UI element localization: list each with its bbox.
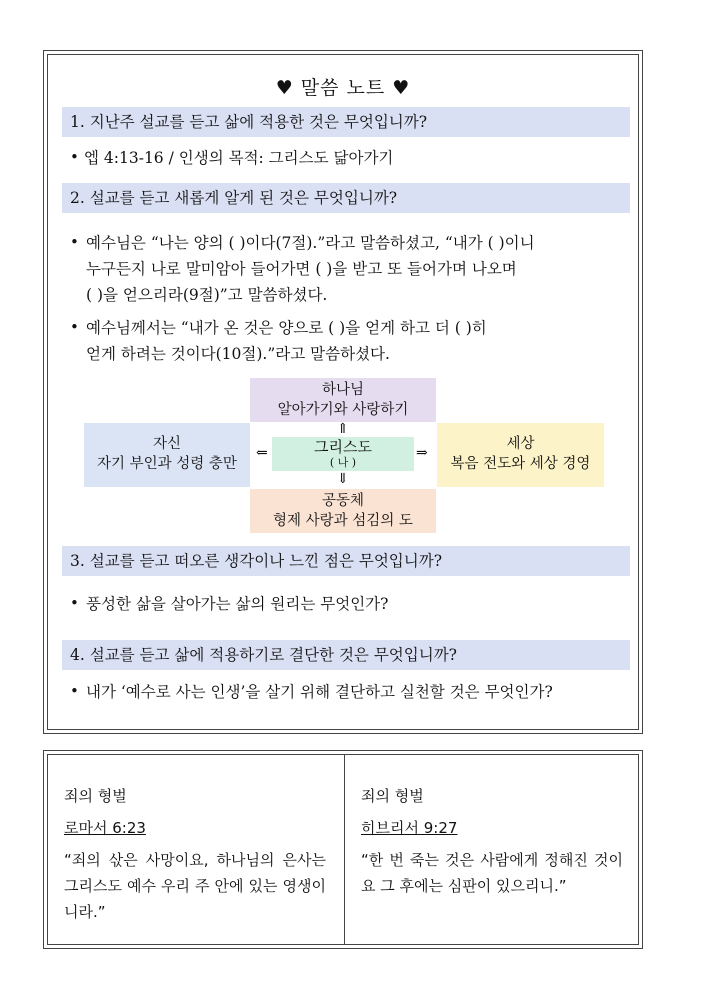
diagram-right-title: 세상 <box>506 436 535 452</box>
verse-heading: 죄의 형벌 <box>64 787 127 805</box>
bullet-2-1-line-3: ( )을 얻으리라(9절)”고 말씀하셨다. <box>86 286 328 304</box>
question-4: 4. 설교를 듣고 삶에 적용하기로 결단한 것은 무엇입니까? <box>62 640 630 670</box>
bullet-2-1-line-1: 예수님은 “나는 양의 ( )이다(7절).”라고 말씀하셨고, “내가 ( )이니 <box>86 234 535 252</box>
question-3: 3. 설교를 듣고 떠오른 생각이나 느낀 점은 무엇입니까? <box>62 546 630 576</box>
arrow-right-icon: ⇒ <box>416 445 428 461</box>
arrow-up-icon: ⇑ <box>337 421 349 437</box>
diagram-center-sub: ( 나 ) <box>329 456 357 469</box>
bullet: • <box>70 594 79 612</box>
arrow-down-icon: ⇓ <box>337 471 349 487</box>
diagram-bottom-title: 공동체 <box>321 493 365 509</box>
diagram-left-cell <box>84 423 250 487</box>
diagram-left-sub: 자기 부인과 성령 충만 <box>97 456 237 472</box>
bullet: • <box>70 682 79 700</box>
bullet: • <box>70 233 79 251</box>
question-2: 2. 설교를 듣고 새롭게 알게 된 것은 무엇입니까? <box>62 183 630 213</box>
sermon-note-box <box>43 50 643 734</box>
verse-reference: 로마서 6:23 <box>64 819 146 837</box>
note-title: ♥ 말씀 노트 ♥ <box>275 77 411 99</box>
diagram-bottom-sub: 형제 사랑과 섬김의 도 <box>273 513 413 529</box>
question-1: 1. 지난주 설교를 듣고 삶에 적용한 것은 무엇입니까? <box>62 107 630 137</box>
bullet-2-2-line-2: 얻게 하려는 것이다(10절).”라고 말씀하셨다. <box>86 345 390 363</box>
verse-column-1 <box>48 755 344 944</box>
diagram-right-sub: 복음 전도와 세상 경영 <box>450 456 591 472</box>
verse-text: “죄의 삯은 사망이요, 하나님의 은사는 그리스도 예수 우리 주 안에 있는 영생이니라.” <box>64 851 326 921</box>
diagram-center-title: 그리스도 <box>314 438 372 456</box>
answer-4: 내가 ‘예수로 사는 인생’을 살기 위해 결단하고 실천할 것은 무엇인가? <box>86 683 553 701</box>
diagram-left-title: 자신 <box>152 436 181 452</box>
sermon-note-inner-border <box>47 54 639 730</box>
bullet-2-2-line-1: 예수님께서는 “내가 온 것은 양으로 ( )을 얻게 하고 더 ( )히 <box>86 319 487 337</box>
arrow-left-icon: ⇐ <box>256 445 268 461</box>
verse-column-2 <box>345 755 638 944</box>
answer-1: 엡 4:13-16 / 인생의 목적: 그리스도 닮아가기 <box>84 149 394 167</box>
verse-reference: 히브리서 9:27 <box>361 819 458 837</box>
bullet-2-1-line-2: 누구든지 나로 말미암아 들어가면 ( )을 받고 또 들어가며 나오며 <box>86 260 517 278</box>
diagram-top-sub: 알아가기와 사랑하기 <box>277 402 409 418</box>
diagram-top-cell <box>250 378 436 422</box>
verse-box-inner-border <box>47 754 639 945</box>
answer-3: 풍성한 삶을 살아가는 삶의 원리는 무엇인가? <box>86 595 389 613</box>
verse-heading: 죄의 형벌 <box>361 787 424 805</box>
diagram-top-title: 하나님 <box>321 382 365 398</box>
diagram-right-cell <box>437 423 604 487</box>
bullet: • <box>70 148 79 166</box>
bullet: • <box>70 318 79 336</box>
diagram-center-cell <box>272 437 414 471</box>
verse-box <box>43 750 643 949</box>
verse-text: “한 번 죽는 것은 사람에게 정해진 것이요 그 후에는 심판이 있으리니.” <box>361 851 623 895</box>
diagram-bottom-cell <box>250 489 436 533</box>
